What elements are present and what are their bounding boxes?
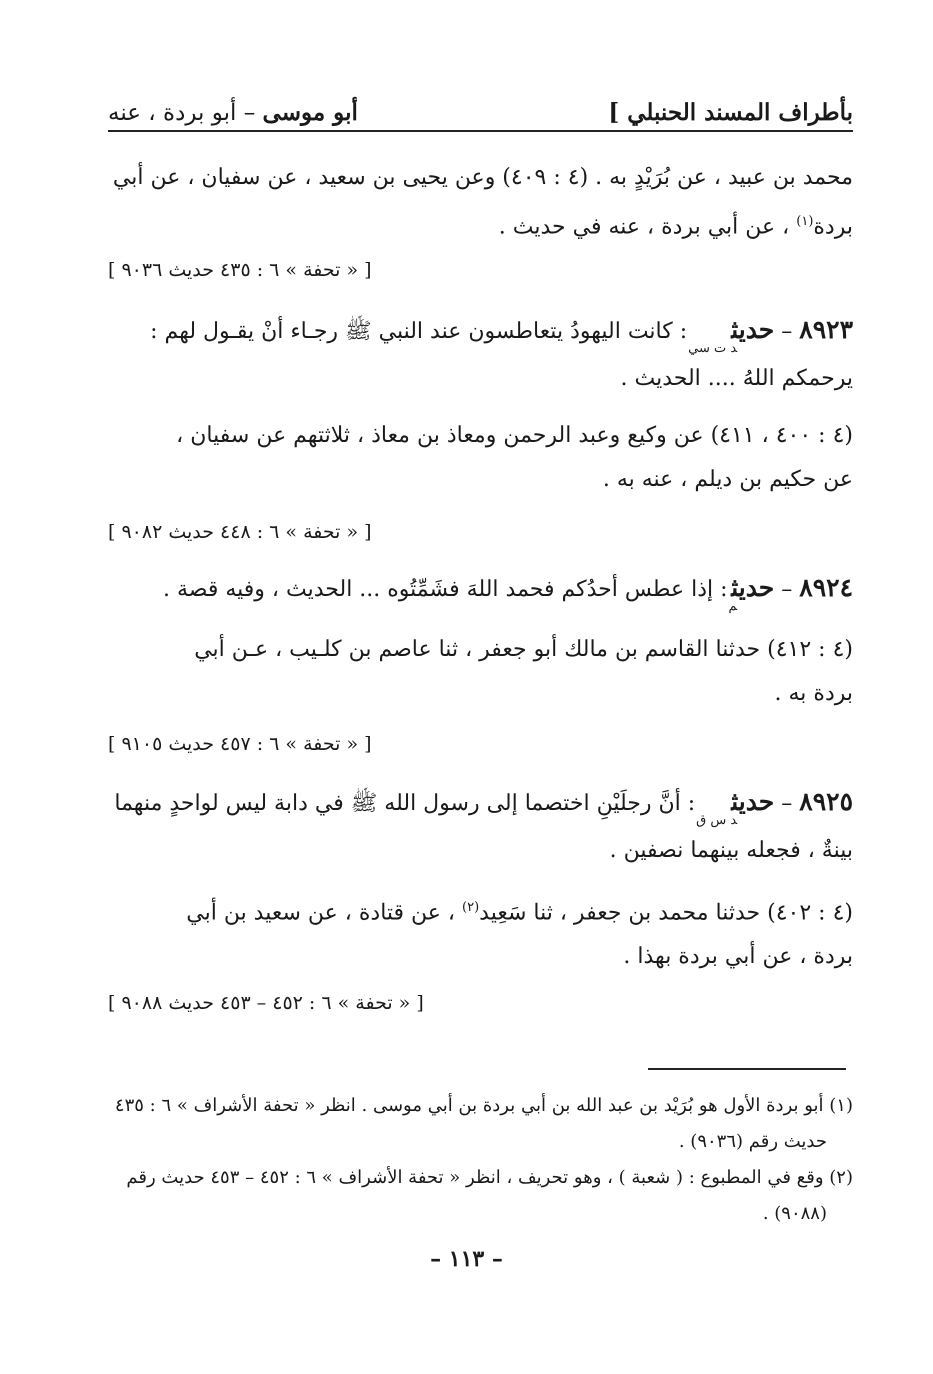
- footnote-rule: [648, 1068, 846, 1070]
- text-line: [108, 886, 853, 935]
- reference-text: [ « تحفة » ٦ : ٤٤٨ حديث ٩٠٨٢ ]: [108, 521, 372, 543]
- running-header: [108, 96, 853, 126]
- paragraph-continuation: [108, 156, 853, 249]
- sanad-8925: [108, 886, 853, 979]
- text-line: ٨٩٢٣ – حديث$_{د ت سي}$ : كانت اليهودُ يتعاطسون عند النبي ﷺ رجـاء أنْ يقـول لهم :: [150, 315, 853, 356]
- hadith-number: ٨٩٢٤: [799, 573, 853, 602]
- text-line: [108, 200, 853, 249]
- hadith-8925: [108, 780, 853, 873]
- tuhfa-reference: [108, 259, 853, 281]
- text-fragment: ، عن قتادة ، عن سعيد بن أبي: [186, 900, 456, 926]
- text-line: ٨٩٢٤ – حديث$_م$ : إذا عطس أحدُكم فحمد اللهَ فشَمِّتُوه ... الحديث ، وفيه قصة .: [162, 573, 853, 614]
- text-line: عن حكيم بن ديلم ، عنه به .: [602, 467, 853, 492]
- text-line: (٤ : ٤١٢) حدثنا القاسم بن مالك أبو جعفر ، ثنا عاصم بن كلـيب ، عـن أبي: [194, 637, 853, 662]
- page-number: – ١١٣ –: [430, 1246, 503, 1272]
- tuhfa-reference: [108, 521, 853, 543]
- header-section-rest: – أبو بردة ، عنه: [108, 100, 263, 126]
- tuhfa-reference: [108, 992, 853, 1014]
- hadith-number: ٨٩٢٣: [799, 315, 853, 344]
- reference-text: [ « تحفة » ٦ : ٤٥٧ حديث ٩١٠٥ ]: [108, 733, 372, 755]
- source-marker: د ت سي: [688, 341, 738, 356]
- source-marker: م: [728, 599, 738, 614]
- sanad-8923: [108, 414, 853, 502]
- footnote-line: (١) أبو بردة الأول هو بُرَيْد بن عبد الله بن أبي بردة بن أبي موسى . انظر « تحفة الأشراف » ٦ : ٤٣٥: [114, 1095, 853, 1116]
- header-rule: [108, 130, 853, 132]
- text-line: ٨٩٢٥ – حديث$_{د س ق}$ : أنَّ رجلَيْنِ اختصما إلى رسول الله ﷺ في دابة ليس لواحدٍ منهما: [114, 787, 853, 828]
- footnote-marker-2: (٢): [462, 900, 480, 915]
- text-fragment: : أنَّ رجلَيْنِ اختصما إلى رسول الله ﷺ في دابة ليس لواحدٍ منهما: [114, 791, 696, 816]
- text-fragment: ، عن أبي بردة ، عنه في حديث .: [498, 214, 790, 240]
- header-section-title: [108, 99, 358, 126]
- footnote-line: (٢) وقع في المطبوع : ( شعبة ) ، وهو تحريف ، انظر « تحفة الأشراف » ٦ : ٤٥٢ – ٤٥٣ حديث رقم: [126, 1167, 853, 1188]
- source-marker: د س ق: [696, 813, 738, 828]
- text-fragment: : كانت اليهودُ يتعاطسون عند النبي ﷺ رجـاء أنْ يقـول لهم :: [150, 319, 688, 344]
- hadith-8924: [108, 566, 853, 615]
- footnote-marker-1: (١): [796, 214, 814, 229]
- text-line: (٤ : ٤٠٠ ، ٤١١) عن وكيع وعبد الرحمن ومعاذ بن معاذ ، ثلاثتهم عن سفيان ،: [176, 423, 853, 448]
- footnote-2: [108, 1160, 853, 1232]
- footnote-1: [108, 1088, 853, 1160]
- footnote-line: (٩٠٨٨) .: [762, 1203, 827, 1224]
- text-line: محمد بن عبيد ، عن بُرَيْدٍ به . (٤ : ٤٠٩) وعن يحيى بن سعيد ، عن سفيان ، عن أبي: [112, 165, 853, 190]
- text-fragment: : إذا عطس أحدُكم فحمد اللهَ فشَمِّتُوه ... الحديث ، وفيه قصة .: [162, 577, 728, 602]
- sanad-8924: [108, 628, 853, 716]
- text-fragment: بردة: [813, 214, 853, 240]
- hadith-keyword: حديث: [731, 573, 775, 602]
- text-line: بردة ، عن أبي بردة بهذا .: [623, 944, 853, 970]
- text-fragment: (٤ : ٤٠٢) حدثنا محمد بن جعفر ، ثنا سَعِيد: [479, 900, 853, 926]
- reference-text: [ « تحفة » ٦ : ٤٣٥ حديث ٩٠٣٦ ]: [108, 259, 372, 281]
- text-line: يرحمكم اللهُ .... الحديث .: [620, 366, 853, 391]
- header-section-name: أبو موسى: [262, 99, 358, 126]
- tuhfa-reference: [108, 733, 853, 755]
- footnote-line: حديث رقم (٩٠٣٦) .: [678, 1131, 827, 1152]
- hadith-8923: [108, 308, 853, 401]
- text-line: بينةٌ ، فجعله بينهما نصفين .: [609, 838, 853, 863]
- header-book-title: بأطراف المسند الحنبلي ]: [608, 99, 853, 126]
- hadith-number: ٨٩٢٥: [799, 787, 853, 816]
- hadith-keyword: حديث: [731, 315, 775, 344]
- reference-text: [ « تحفة » ٦ : ٤٥٢ – ٤٥٣ حديث ٩٠٨٨ ]: [108, 992, 424, 1014]
- text-line: بردة به .: [774, 681, 853, 706]
- hadith-keyword: حديث: [731, 787, 775, 816]
